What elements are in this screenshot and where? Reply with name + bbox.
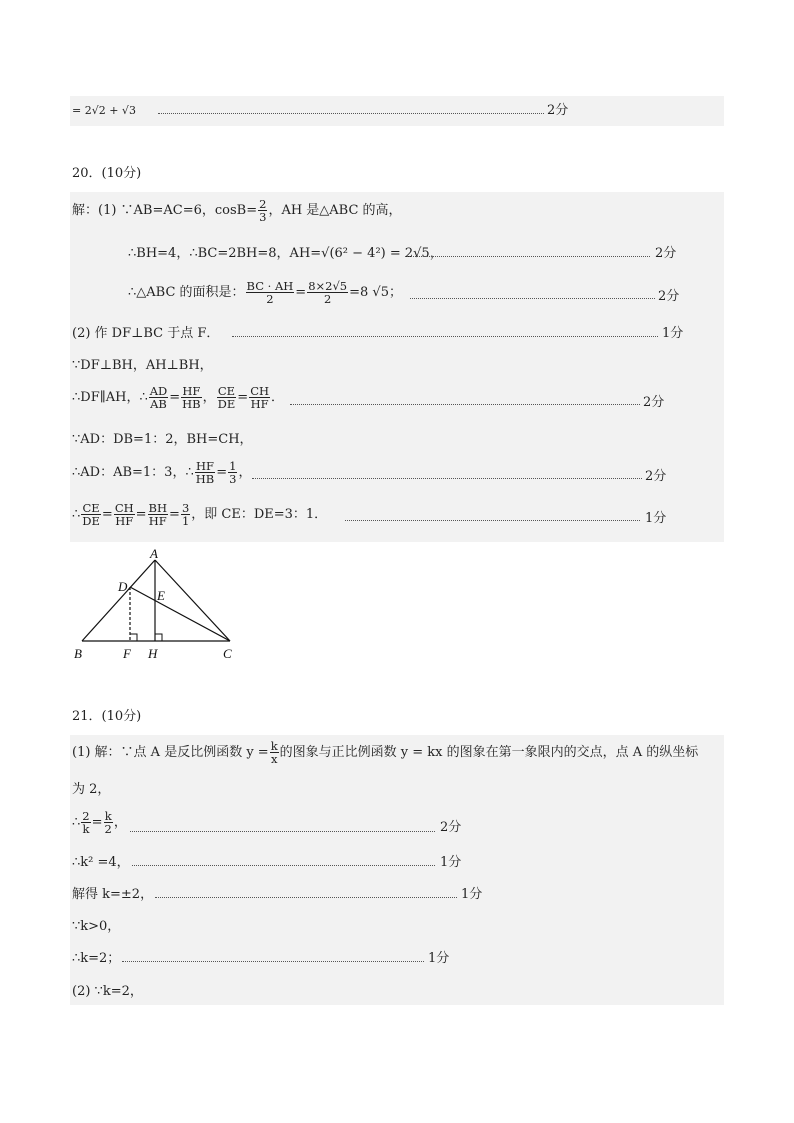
- q20-line-6: ∴DF∥AH，∴ $\frac{AD}{AB}$ = $\frac{HF}{HB}$ ， $\frac{CE}{DE}$ = $\frac{CH}{HF}$ ．: [72, 384, 285, 412]
- leader-dots: [122, 961, 424, 962]
- q20-title: 20．(10分): [72, 166, 142, 181]
- point-label-f: F: [123, 646, 131, 661]
- q20-line-7: ∵AD：DB=1：2，BH=CH，: [72, 432, 253, 447]
- q20-line-9: ∴ $\frac{CE}{DE}$ = $\frac{CH}{HF}$ = $\frac{BH}{HF}$ = $\frac{3}{1}$ ，即 CE：DE=3：1．: [72, 501, 328, 529]
- q20-line-1: 解：(1) ∵AB=AC=6，cosB= $\frac{2}{3}$ ，AH 是△ABC 的高，: [72, 197, 402, 225]
- score-label: 2分: [643, 395, 665, 410]
- leader-dots: [405, 256, 650, 257]
- q21-line-2: 为 2，: [72, 782, 111, 797]
- q21-line-7: ∴k=2；: [72, 951, 121, 966]
- leader-dots: [290, 404, 640, 405]
- score-label: 2分: [440, 820, 462, 835]
- score-label: 1分: [440, 855, 462, 870]
- leader-dots: [232, 336, 658, 337]
- triangle-figure: [72, 546, 236, 662]
- q21-title: 21．(10分): [72, 709, 142, 724]
- leader-dots: [410, 298, 655, 299]
- score-label: 2分: [547, 103, 569, 118]
- leader-dots: [132, 865, 435, 866]
- point-label-a: A: [150, 546, 158, 561]
- leader-dots: [345, 520, 640, 521]
- point-label-d: D: [118, 579, 128, 594]
- q21-line-8: (2) ∵k=2，: [72, 984, 143, 999]
- leader-dots: [130, 831, 435, 832]
- score-label: 1分: [662, 326, 684, 341]
- score-label: 2分: [655, 246, 677, 261]
- leader-dots: [252, 478, 642, 479]
- leader-dots: [155, 897, 457, 898]
- q21-line-5: 解得 k=±2，: [72, 887, 154, 902]
- score-label: 1分: [461, 887, 483, 902]
- point-label-e: E: [157, 588, 165, 603]
- point-label-b: B: [74, 646, 82, 661]
- q20-line-4: (2) 作 DF⊥BC 于点 F．: [72, 326, 220, 341]
- score-label: 2分: [658, 289, 680, 304]
- score-label: 1分: [428, 951, 450, 966]
- band-3: [70, 735, 724, 1005]
- point-label-c: C: [223, 646, 232, 661]
- line-result: = 2√2 + √3: [72, 104, 136, 117]
- score-label: 2分: [645, 469, 667, 484]
- q21-line-3: ∴ $\frac{2}{k}$ = $\frac{k}{2}$ ，: [72, 809, 127, 837]
- band-1: [70, 96, 724, 126]
- leader-dots: [158, 113, 544, 114]
- q21-line-4: ∴k² =4，: [72, 855, 130, 870]
- q20-line-2: ∴BH=4，∴BC=2BH=8，AH=√(6² − 4²) = 2√5，: [128, 246, 443, 261]
- point-label-h: H: [148, 646, 158, 661]
- q20-line-5: ∵DF⊥BH，AH⊥BH，: [72, 358, 213, 373]
- q20-line-8: ∴AD：AB=1：3，∴ $\frac{HF}{HB}$ = $\frac{1}{3}$ ，: [72, 459, 252, 487]
- q20-line-3: ∴△ABC 的面积是： $\frac{BC \cdot AH}{2}$ = $\frac{8\times 2√5}{2}$ =8 √5；: [128, 279, 402, 307]
- q21-line-1: (1) 解：∵点 A 是反比例函数 y = $\frac{k}{x}$ 的图象与正比例函数 y = kx 的图象在第一象限内的交点，点 A 的纵坐标: [72, 739, 699, 767]
- q21-line-6: ∵k>0，: [72, 919, 121, 934]
- score-label: 1分: [645, 511, 667, 526]
